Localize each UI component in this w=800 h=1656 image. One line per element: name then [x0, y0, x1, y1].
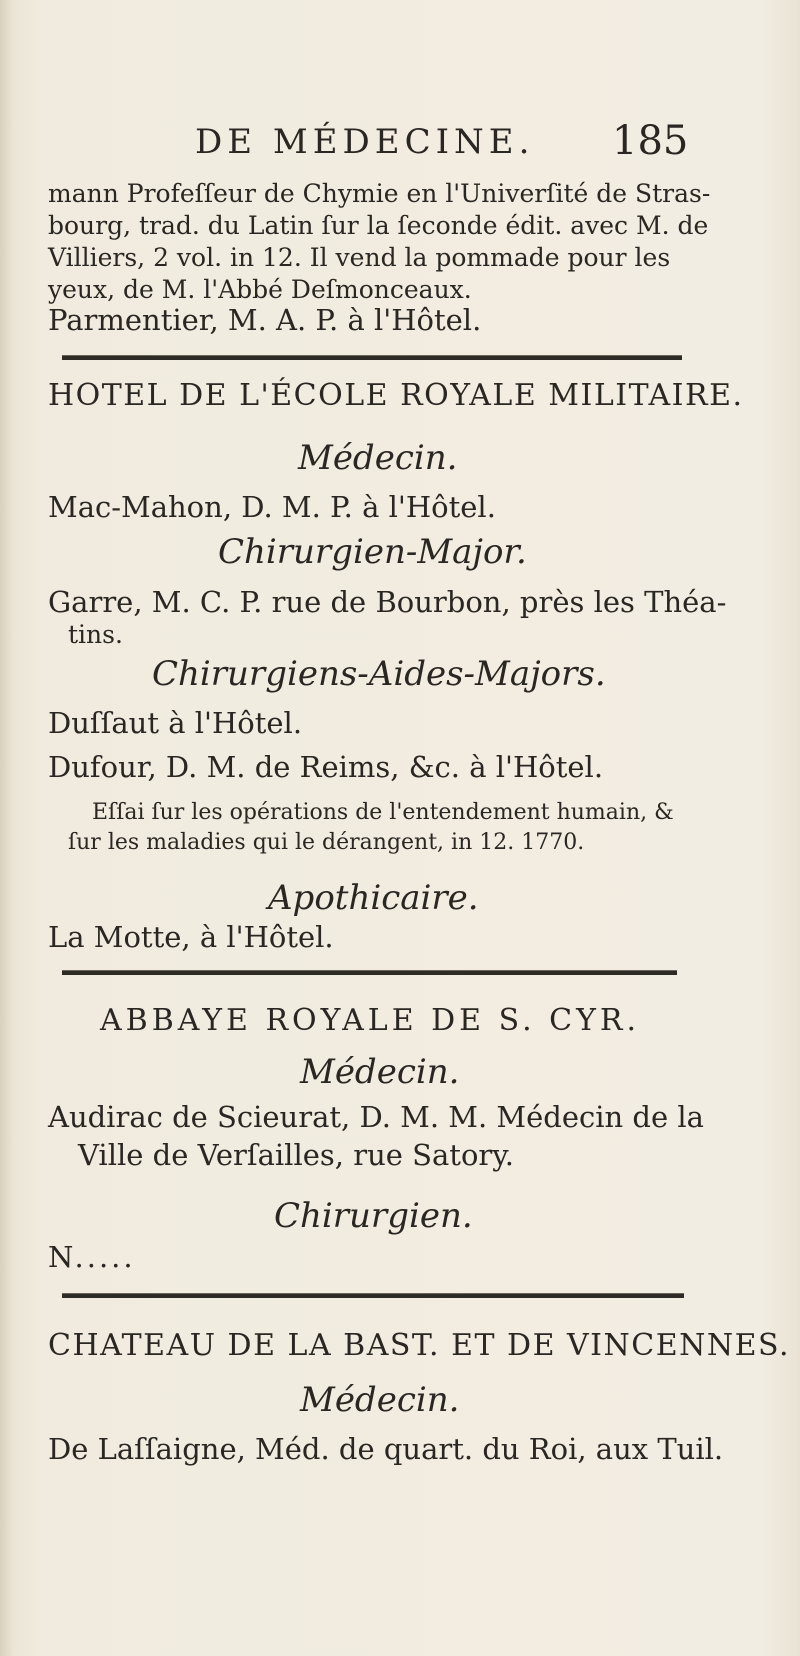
entry-la-motte: La Motte, à l'Hôtel.: [48, 920, 334, 954]
section-divider: [62, 970, 677, 975]
note-line: ſur les maladies qui le dérangent, in 12. 1770.: [68, 830, 585, 855]
subheading-aides-majors: Chirurgiens-Aides-Majors.: [152, 654, 606, 694]
subheading-chirurgien: Chirurgien.: [274, 1196, 473, 1236]
entry-dussaut: Duſſaut à l'Hôtel.: [48, 706, 303, 740]
continuation-line: bourg, trad. du Latin ſur la ſeconde édit. avec M. de: [48, 211, 709, 240]
section-divider: [62, 355, 682, 360]
entry-audirac: Audirac de Scieurat, D. M. M. Médecin de la: [48, 1100, 704, 1134]
note-line: Eſſai ſur les opérations de l'entendement humain, &: [92, 800, 674, 825]
continuation-line: mann Profeſſeur de Chymie en l'Univerſité de Stras-: [48, 179, 711, 208]
section-title-saint-cyr: ABBAYE ROYALE DE S. CYR.: [100, 1003, 641, 1038]
section-title-bastille-vincennes: CHATEAU DE LA BAST. ET DE VINCENNES.: [48, 1328, 791, 1363]
subheading-medecin: Médecin.: [300, 1380, 460, 1420]
subheading-medecin: Médecin.: [300, 1052, 460, 1092]
entry-garre-cont: tins.: [68, 620, 123, 649]
subheading-apothicaire: Apothicaire.: [268, 878, 479, 918]
entry-n: N.....: [48, 1240, 136, 1274]
continuation-line: Villiers, 2 vol. in 12. Il vend la pommade pour les: [48, 243, 671, 272]
entry-audirac-cont: Ville de Verſailles, rue Satory.: [78, 1138, 515, 1172]
section-title-ecole-militaire: HOTEL DE L'ÉCOLE ROYALE MILITAIRE.: [48, 378, 744, 413]
page-number: 185: [612, 118, 689, 164]
continuation-line: yeux, de M. l'Abbé Deſmonceaux.: [48, 275, 472, 304]
entry-parmentier: Parmentier, M. A. P. à l'Hôtel.: [48, 303, 482, 337]
section-divider: [62, 1293, 684, 1298]
entry-garre: Garre, M. C. P. rue de Bourbon, près les Théa-: [48, 585, 727, 619]
entry-dufour: Dufour, D. M. de Reims, &c. à l'Hôtel.: [48, 750, 604, 784]
entry-mac-mahon: Mac-Mahon, D. M. P. à l'Hôtel.: [48, 490, 496, 524]
entry-de-lassaigne: De Laſſaigne, Méd. de quart. du Roi, aux Tuil.: [48, 1432, 724, 1466]
subheading-medecin: Médecin.: [298, 438, 458, 478]
running-head: DE MÉDECINE.: [195, 122, 535, 162]
subheading-chirurgien-major: Chirurgien-Major.: [218, 532, 527, 572]
